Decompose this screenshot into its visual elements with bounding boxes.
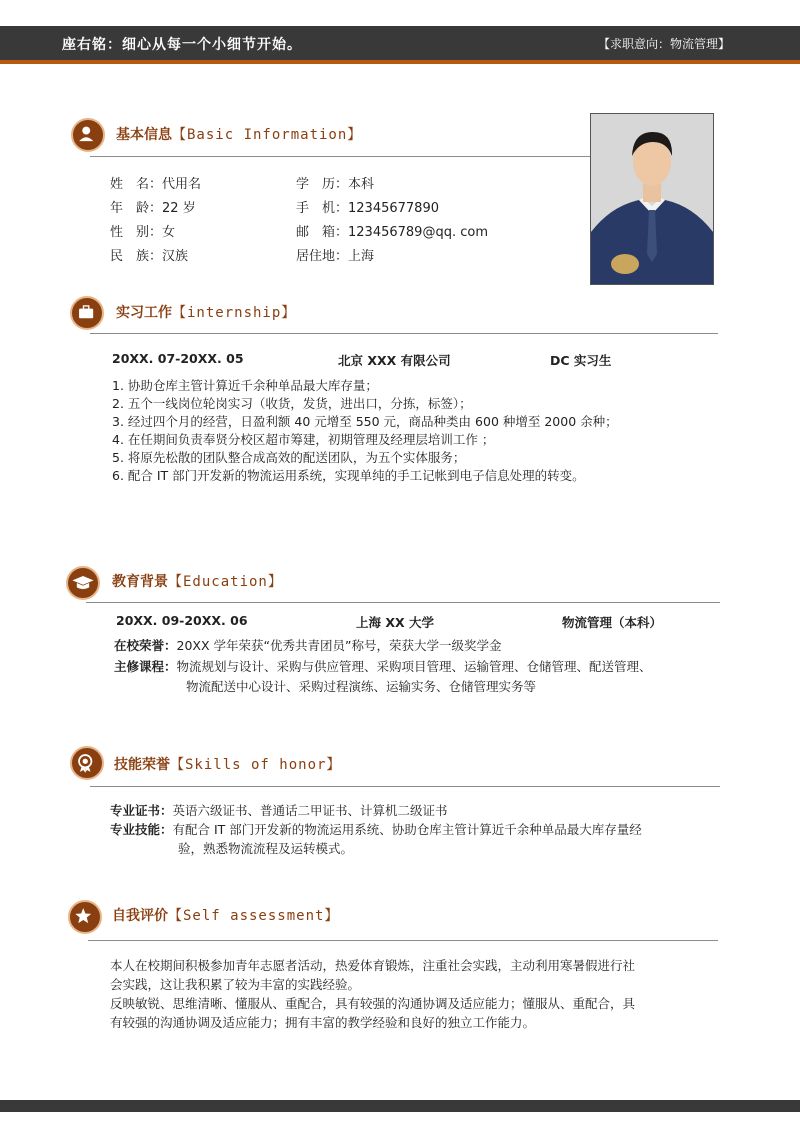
education-honors: 在校荣誉：20XX 学年荣获“优秀共青团员”称号，荣获大学一级奖学金 bbox=[114, 638, 502, 653]
info-name: 姓 名：代用名 bbox=[110, 177, 202, 192]
person-icon bbox=[71, 118, 105, 152]
info-age: 年 龄：22 岁 bbox=[110, 201, 196, 216]
education-period: 20XX. 09-20XX. 06 bbox=[116, 613, 248, 628]
section-divider bbox=[88, 940, 718, 941]
list-item: 4. 在任期间负责奉贤分校区超市筹建，初期管理及经理层培训工作 ； bbox=[112, 432, 495, 447]
skills-certificates: 专业证书：英语六级证书、普通话二甲证书、计算机二级证书 bbox=[110, 803, 448, 818]
section-title-basic-info: 基本信息【Basic Information】 bbox=[116, 127, 363, 143]
info-education: 学 历：本科 bbox=[296, 177, 375, 192]
list-item: 3. 经过四个月的经营，日盈利额 40 元增至 550 元，商品种类由 600 种增至 2000 余种； bbox=[112, 414, 618, 429]
education-major: 物流管理（本科） bbox=[562, 615, 663, 630]
section-divider bbox=[86, 602, 720, 603]
motto: 座右铭：细心从每一个小细节开始。 bbox=[62, 37, 302, 53]
section-title-self-assessment: 自我评价【Self assessment】 bbox=[112, 908, 340, 924]
section-title-internship: 实习工作【internship】 bbox=[116, 305, 297, 321]
skills-abilities-cont: 验，熟悉物流流程及运转模式。 bbox=[178, 841, 354, 856]
header-bar bbox=[0, 26, 800, 60]
graduation-cap-icon bbox=[66, 566, 100, 600]
info-email: 邮 箱：123456789@qq. com bbox=[296, 225, 488, 240]
skills-abilities: 专业技能：有配合 IT 部门开发新的物流运用系统、协助仓库主管计算近千余种单品最大库存量经 bbox=[110, 822, 642, 837]
footer-bar bbox=[0, 1100, 800, 1112]
self-assessment-paragraph-1: 本人在校期间积极参加青年志愿者活动，热爱体育锻炼，注重社会实践，主动利用寒暑假进行社 会实践，这让我积累了较为丰富的实践经验。 bbox=[110, 958, 636, 992]
self-assessment-paragraph-2: 反映敏锐、思维清晰、懂服从、重配合，具有较强的沟通协调及适应能力；懂服从、重配合，具 有较强的沟通协调及适应能力；拥有丰富的教学经验和良好的独立工作能力。 bbox=[110, 996, 636, 1030]
internship-duties-list bbox=[112, 377, 618, 485]
section-divider bbox=[90, 786, 720, 787]
info-gender: 性 别：女 bbox=[110, 225, 176, 240]
info-residence: 居住地：上海 bbox=[296, 249, 375, 264]
education-courses-cont: 物流配送中心设计、采购过程演练、运输实务、仓储管理实务等 bbox=[186, 679, 537, 694]
section-divider bbox=[90, 156, 590, 157]
list-item: 5. 将原先松散的团队整合成高效的配送团队，为五个实体服务； bbox=[112, 450, 466, 465]
list-item: 1. 协助仓库主管计算近千余种单品最大库存量； bbox=[112, 378, 378, 393]
profile-photo bbox=[590, 113, 714, 285]
info-ethnicity: 民 族：汉族 bbox=[110, 249, 189, 264]
section-divider bbox=[90, 333, 718, 334]
education-school: 上海 XX 大学 bbox=[356, 615, 434, 630]
list-item: 6. 配合 IT 部门开发新的物流运用系统，实现单纯的手工记帐到电子信息处理的转变。 bbox=[112, 468, 585, 483]
medal-icon bbox=[70, 746, 104, 780]
header-accent-stripe bbox=[0, 60, 800, 64]
briefcase-icon bbox=[70, 296, 104, 330]
star-icon bbox=[68, 900, 102, 934]
info-phone: 手 机：12345677890 bbox=[296, 201, 439, 216]
section-title-skills: 技能荣誉【Skills of honor】 bbox=[114, 757, 342, 773]
list-item: 2. 五个一线岗位轮岗实习（收货，发货，进出口，分拣，标签）； bbox=[112, 396, 472, 411]
section-title-education: 教育背景【Education】 bbox=[112, 574, 283, 590]
education-courses: 主修课程：物流规划与设计、采购与供应管理、采购项目管理、运输管理、仓储管理、配送管理、 bbox=[114, 659, 652, 674]
internship-period: 20XX. 07-20XX. 05 bbox=[112, 351, 244, 366]
person-photo-illustration bbox=[591, 114, 713, 284]
job-intent: 【求职意向：物流管理】 bbox=[597, 37, 730, 51]
internship-role: DC 实习生 bbox=[550, 353, 612, 368]
internship-company: 北京 XXX 有限公司 bbox=[338, 353, 451, 368]
